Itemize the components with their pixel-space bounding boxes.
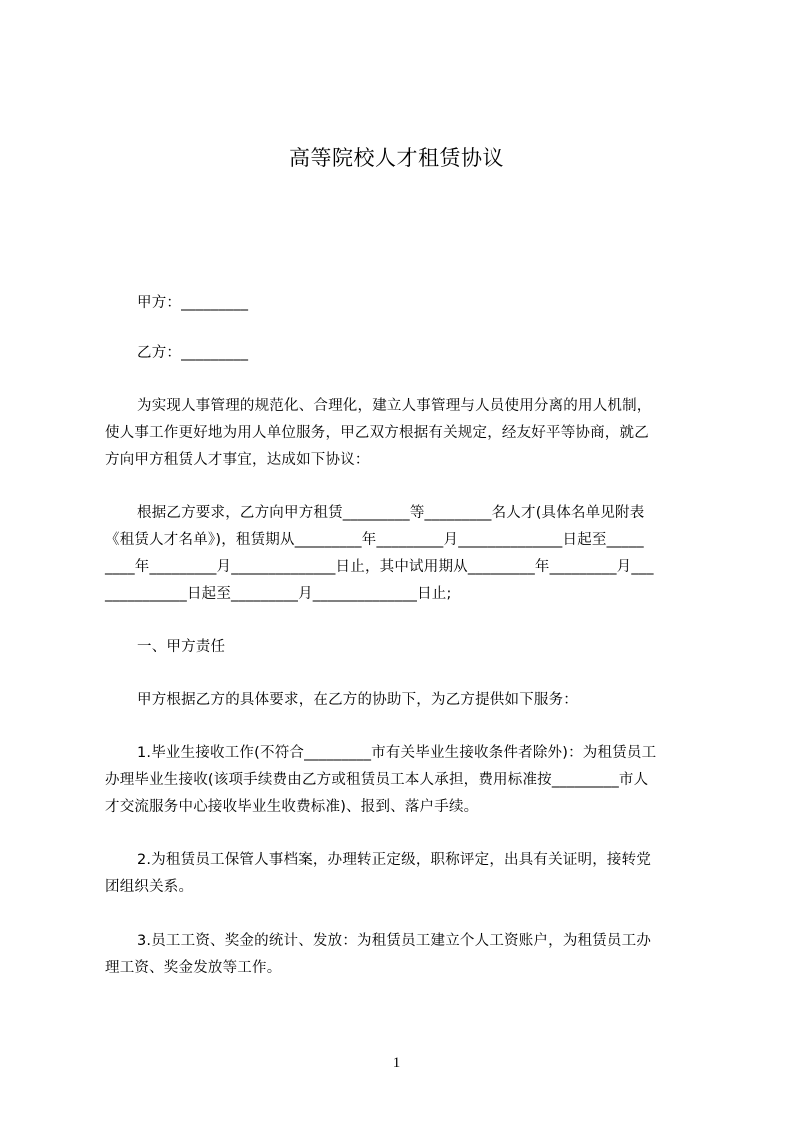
lease-terms-paragraph	[105, 500, 705, 608]
item-2-paragraph	[105, 847, 705, 901]
intro-paragraph	[105, 393, 705, 474]
item-3-paragraph	[105, 928, 705, 982]
lease-line-2: 《租赁人才名单》)，租赁期从_________年_________月______________日起至_____	[105, 532, 644, 548]
lease-line-4: ___________日起至_________月______________日止;	[105, 586, 452, 602]
item1-line-2: 办理毕业生接收(该项手续费由乙方或租赁员工本人承担，费用标准按_________市人	[105, 772, 649, 788]
item3-line-1: 3.员工工资、奖金的统计、发放：为租赁员工建立个人工资账户，为租赁员工办	[137, 933, 652, 949]
item3-line-2: 理工资、奖金发放等工作。	[105, 960, 282, 976]
section1-heading: 一、甲方责任	[137, 639, 226, 655]
item-1-paragraph	[105, 740, 705, 821]
party-a-line: 甲方：_________	[137, 295, 249, 311]
document-title: 高等院校人才租赁协议	[289, 146, 504, 170]
party-b-line: 乙方：_________	[137, 345, 249, 361]
intro-line-2: 使人事工作更好地为用人单位服务，甲乙双方根据有关规定，经友好平等协商，就乙	[105, 425, 649, 441]
item1-line-3: 才交流服务中心接收毕业生收费标准)、报到、落户手续。	[105, 799, 479, 815]
item2-line-1: 2.为租赁员工保管人事档案，办理转正定级，职称评定，出具有关证明，接转党	[137, 852, 652, 868]
page-number: 1	[392, 1055, 401, 1071]
lease-line-3: ____年_________月______________日止，其中试用期从_________年_________月___	[105, 559, 654, 575]
section1-intro: 甲方根据乙方的具体要求，在乙方的协助下，为乙方提供如下服务：	[137, 692, 578, 708]
intro-line-1: 为实现人事管理的规范化、合理化，建立人事管理与人员使用分离的用人机制，	[137, 398, 652, 414]
intro-line-3: 方向甲方租赁人才事宜，达成如下协议：	[105, 452, 370, 468]
lease-line-1: 根据乙方要求，乙方向甲方租赁_________等_________名人才(具体名单见附表	[137, 505, 645, 521]
item1-line-1: 1.毕业生接收工作(不符合_________市有关毕业生接收条件者除外)：为租赁员工	[137, 745, 657, 761]
item2-line-2: 团组织关系。	[105, 879, 194, 895]
